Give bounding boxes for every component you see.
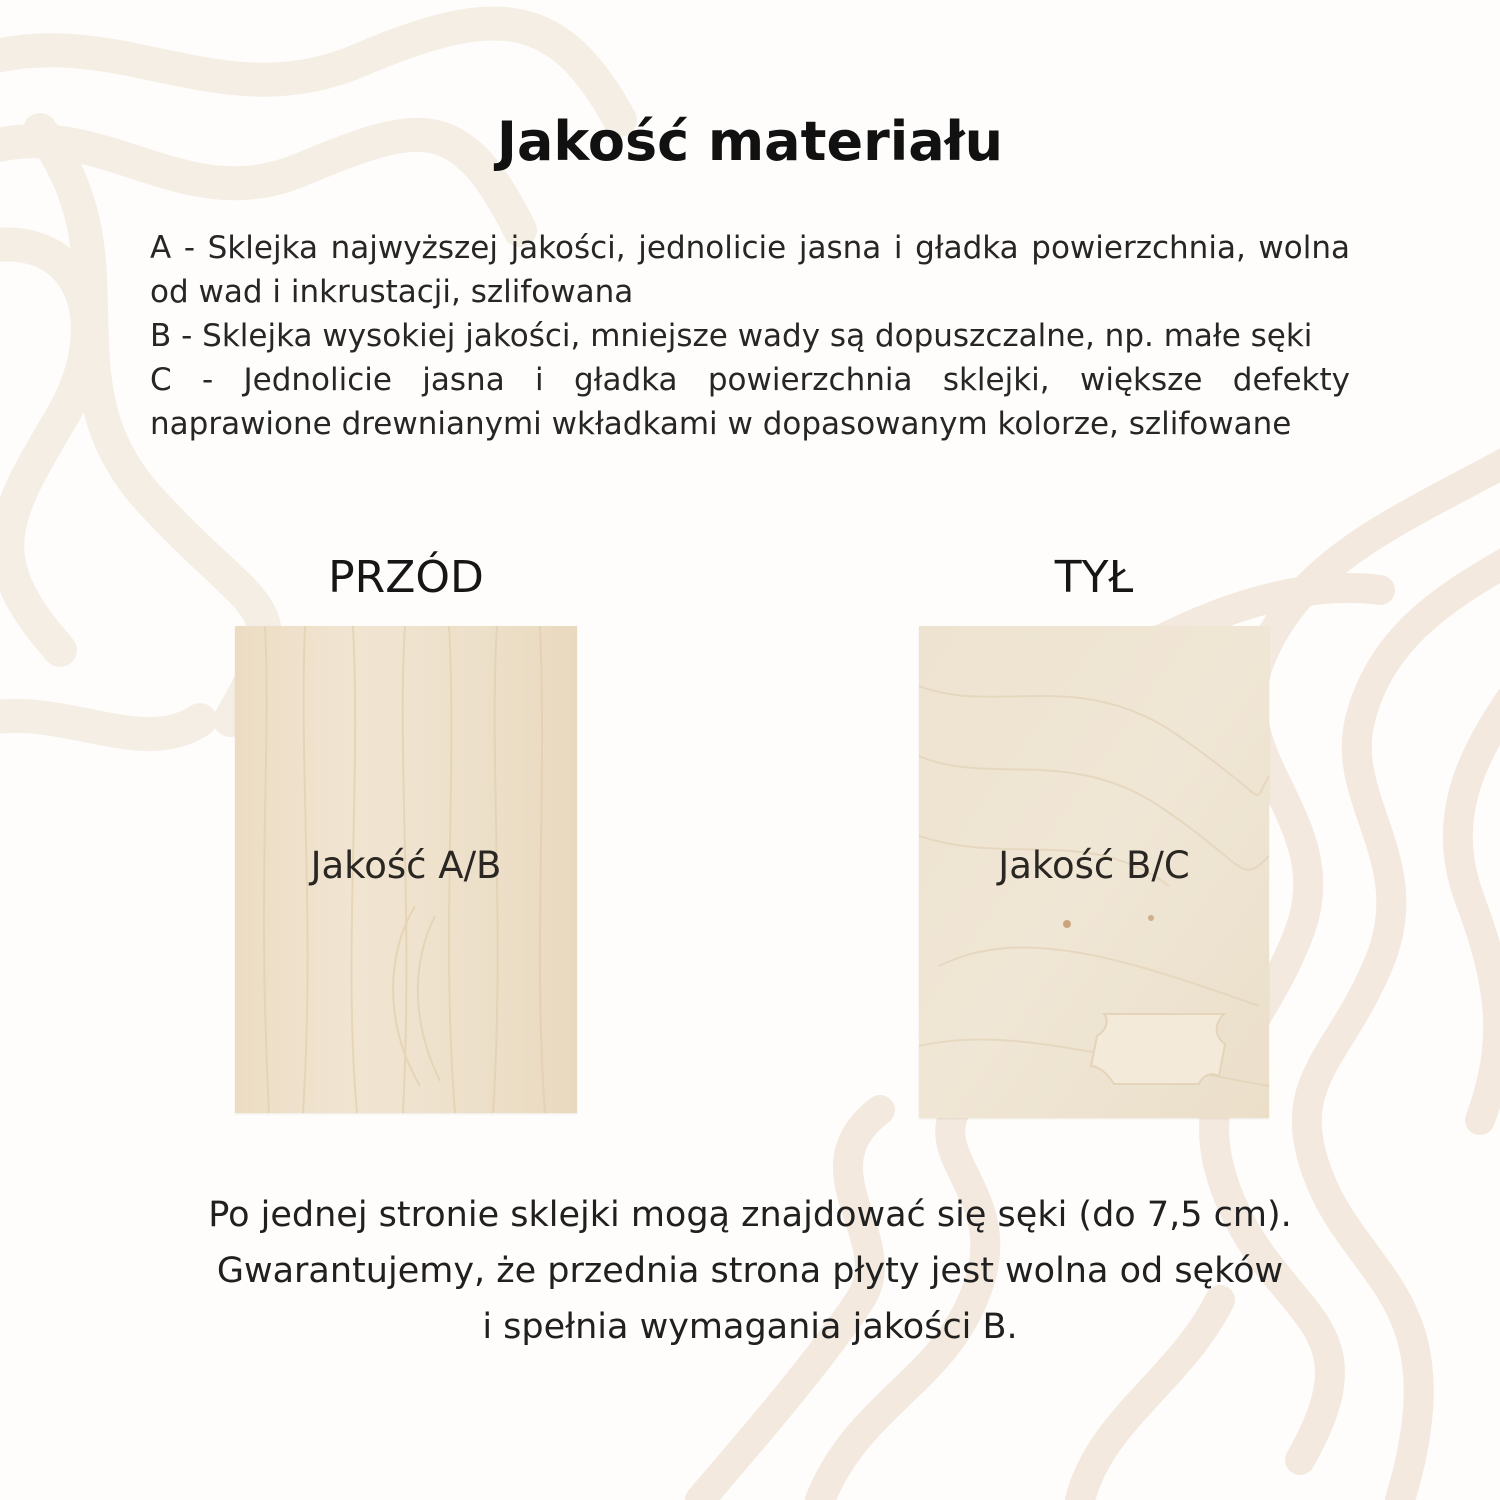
back-quality-caption: Jakość B/C	[998, 844, 1190, 887]
front-plywood-panel	[235, 626, 577, 1113]
page-title: Jakość materiału	[496, 110, 1004, 173]
back-plywood-panel	[919, 626, 1269, 1118]
footer-line-3: i spełnia wymagania jakości B.	[482, 1307, 1018, 1347]
knot-mark	[1148, 915, 1154, 921]
wood-patch-insert	[1091, 1014, 1225, 1084]
knot-mark	[1063, 920, 1071, 928]
footer-note	[0, 1187, 1500, 1355]
front-side-label: PRZÓD	[328, 552, 484, 603]
grade-b-description: B - Sklejka wysokiej jakości, mniejsze wady są dopuszczalne, np. małe sęki	[150, 318, 1313, 354]
grade-descriptions	[150, 226, 1350, 446]
back-side-label: TYŁ	[1054, 552, 1134, 603]
footer-line-1: Po jednej stronie sklejki mogą znajdować się sęki (do 7,5 cm).	[208, 1195, 1292, 1235]
grade-c-description: C - Jednolicie jasna i gładka powierzchnia sklejki, większe defekty naprawione drewnianymi wkładkami w dopasowanym kolorze, szlifowane	[150, 362, 1350, 442]
footer-line-2: Gwarantujemy, że przednia strona płyty jest wolna od sęków	[216, 1251, 1284, 1291]
grade-a-description: A - Sklejka najwyższej jakości, jednolicie jasna i gładka powierzchnia, wolna od wad i inkrustacji, szlifowana	[150, 230, 1350, 310]
front-quality-caption: Jakość A/B	[310, 844, 502, 887]
